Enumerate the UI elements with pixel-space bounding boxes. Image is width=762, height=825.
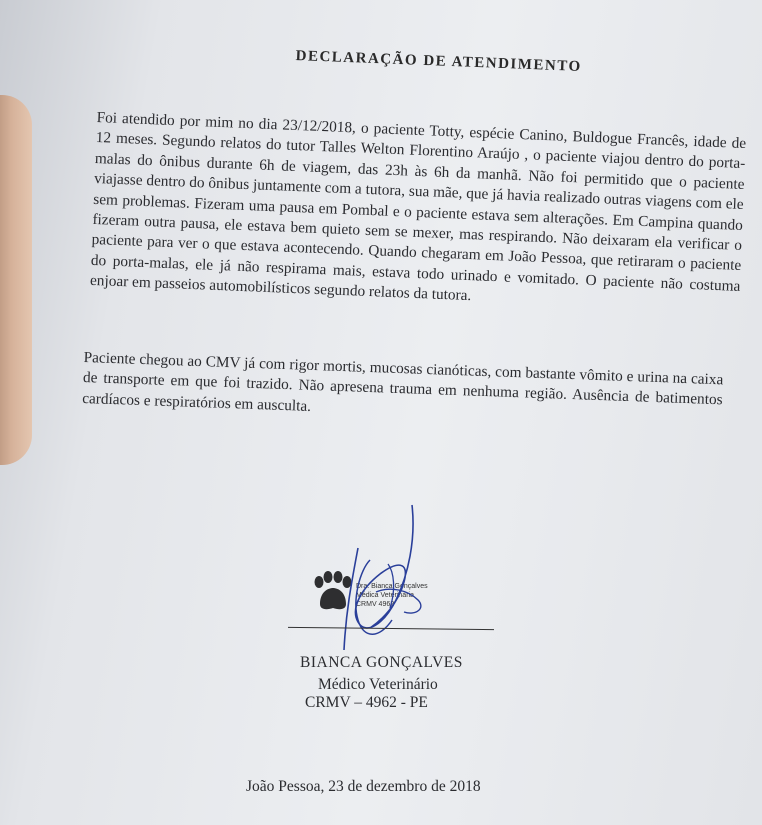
signer-crmv: CRMV – 4962 - PE (305, 694, 428, 711)
stamp-line-3: CRMV 4962 (356, 601, 395, 608)
paragraph-clinical (82, 348, 724, 432)
paragraph-clinical-text: Paciente chegou ao CMV já com rigor mortis, mucosas cianóticas, com bastante vômito e urina na caixa de transporte em que foi trazido. Não apresena trauma em nenhuma região. Ausência de batimentos cardíacos e respiratórios em ausculta. (81, 348, 724, 415)
document-title: DECLARAÇÃO DE ATENDIMENTO (295, 48, 582, 75)
signer-name: BIANCA GONÇALVES (300, 654, 463, 671)
stamp-line-1: Dra. Bianca Gonçalves (356, 583, 428, 590)
paragraph-account (90, 108, 747, 318)
paragraph-account-text: Foi atendido por mim no dia 23/12/2018, o paciente Totty, espécie Canino, Buldogue Francês, idade de 12 meses. Segundo relatos do tutor Talles Welton Florentino Araújo , o paciente viajou dentro do porta-malas do ônibus durante 6h de viagem, das 23h às 6h da manhã. Não foi permitido que o paciente viajasse dentro do ônibus juntamente com a tutora, sua mãe, que já havia realizado outras viagens com ele sem problemas. Fizeram uma pausa em Pombal e o paciente estava sem alterações. Em Campina quando fizeram outra pausa, ele estava bem quieto sem se mexer, mas respirando. Não deixaram ela verificar o paciente para ver o que estava acontecendo. Quando chegaram em João Pessoa, que retiraram o paciente do porta-malas, ele já não respirama mais, estava todo urinado e vomitado. O paciente não costuma enjoar em passeios automobilísticos segundo relatos da tutora. (89, 108, 747, 305)
signer-role: Médico Veterinário (318, 676, 438, 693)
handwritten-signature (300, 500, 450, 660)
stamp-line-2: Médica Veterinária (356, 592, 414, 599)
thumb (0, 95, 32, 465)
place-date: João Pessoa, 23 de dezembro de 2018 (246, 778, 481, 795)
